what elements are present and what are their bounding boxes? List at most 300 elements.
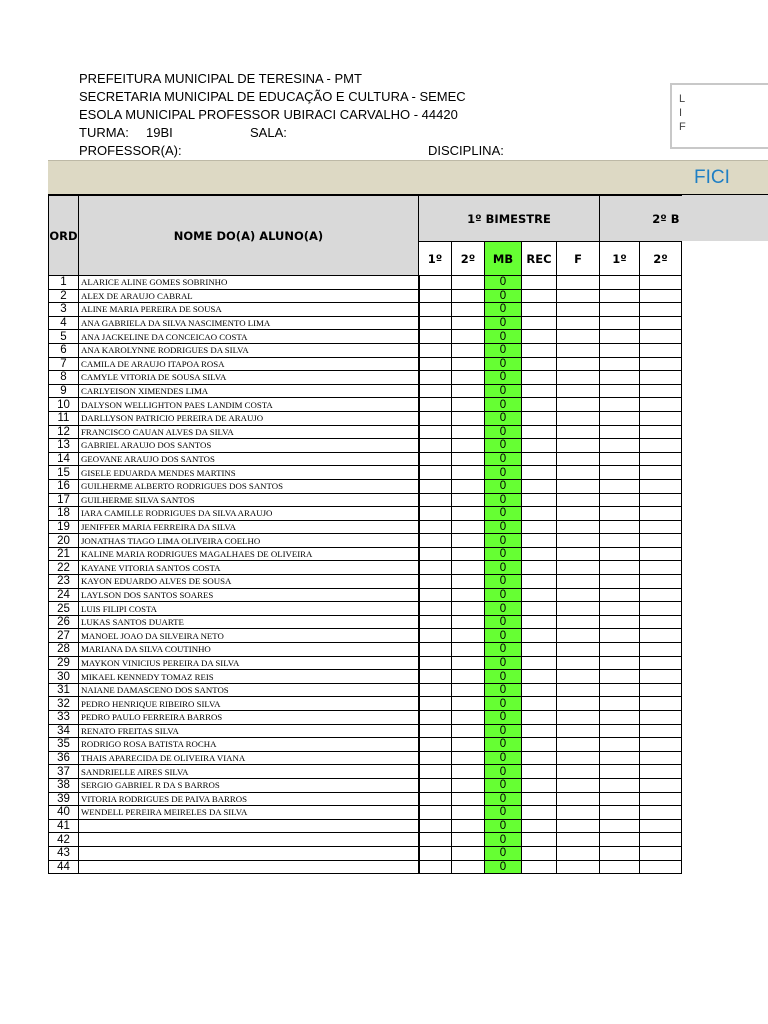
side-info-box	[670, 83, 768, 149]
b1-nota2-cell	[452, 466, 485, 480]
b1-nota2-cell	[452, 575, 485, 589]
b1-nota2-cell	[452, 398, 485, 412]
b2-nota2-cell	[640, 697, 682, 711]
table-row	[49, 276, 682, 290]
row-number: 38	[49, 778, 79, 792]
b2-nota2-cell	[640, 819, 682, 833]
student-name-cell: CAMILA DE ARAUJO ITAPOA ROSA	[79, 357, 419, 371]
student-name-cell	[79, 860, 419, 874]
student-name-cell: ALEX DE ARAUJO CABRAL	[79, 289, 419, 303]
table-row	[49, 683, 682, 697]
student-name-cell: VITORIA RODRIGUES DE PAIVA BARROS	[79, 792, 419, 806]
b1-mb-cell: 0	[485, 520, 522, 534]
student-name-cell: ANA KAROLYNNE RODRIGUES DA SILVA	[79, 343, 419, 357]
b2-nota2-cell	[640, 778, 682, 792]
b1-mb-cell: 0	[485, 398, 522, 412]
b1-nota2-cell	[452, 534, 485, 548]
b1-nota1-cell	[419, 384, 452, 398]
b1-rec-cell	[522, 343, 557, 357]
b1-mb-cell: 0	[485, 738, 522, 752]
b1-rec-cell	[522, 670, 557, 684]
b1-nota1-cell	[419, 547, 452, 561]
b2-nota1-cell	[600, 561, 640, 575]
b2-nota2-cell	[640, 765, 682, 779]
b2-nota2-cell	[640, 452, 682, 466]
b1-nota1-cell	[419, 343, 452, 357]
table-row	[49, 316, 682, 330]
b1-nota2-cell	[452, 765, 485, 779]
row-number: 20	[49, 534, 79, 548]
b2-nota2-cell	[640, 656, 682, 670]
b1-rec-cell	[522, 575, 557, 589]
sheet-title: FICI	[694, 167, 730, 188]
row-number: 13	[49, 439, 79, 453]
b1-rec-cell	[522, 520, 557, 534]
b2-nota1-cell	[600, 507, 640, 521]
row-number: 44	[49, 860, 79, 874]
b2-nota2-cell	[640, 520, 682, 534]
b1-rec-cell	[522, 411, 557, 425]
b2-nota2-cell	[640, 806, 682, 820]
b1-faltas-cell	[557, 575, 600, 589]
b1-faltas-cell	[557, 479, 600, 493]
b1-rec-cell	[522, 534, 557, 548]
student-name-cell: FRANCISCO CAUAN ALVES DA SILVA	[79, 425, 419, 439]
row-number: 6	[49, 343, 79, 357]
student-name-cell: KAYANE VITORIA SANTOS COSTA	[79, 561, 419, 575]
student-name-cell: ALARICE ALINE GOMES SOBRINHO	[79, 276, 419, 290]
b1-nota2-cell	[452, 276, 485, 290]
row-number: 41	[49, 819, 79, 833]
side-box-letter: L	[679, 93, 686, 105]
student-name-cell: GEOVANE ARAUJO DOS SANTOS	[79, 452, 419, 466]
b1-faltas-cell	[557, 615, 600, 629]
b1-mb-cell: 0	[485, 846, 522, 860]
b2-nota1-cell	[600, 466, 640, 480]
b1-nota2-cell	[452, 778, 485, 792]
b2-nota1-cell	[600, 819, 640, 833]
b1-rec-cell	[522, 683, 557, 697]
b1-nota2-cell	[452, 357, 485, 371]
professor-disciplina-line	[79, 142, 639, 160]
prefeitura-line: PREFEITURA MUNICIPAL DE TERESINA - PMT	[79, 71, 362, 86]
row-number: 39	[49, 792, 79, 806]
b1-faltas-cell	[557, 316, 600, 330]
student-name-cell: KALINE MARIA RODRIGUES MAGALHAES DE OLIVEIRA	[79, 547, 419, 561]
table-row	[49, 765, 682, 779]
row-number: 29	[49, 656, 79, 670]
b1-mb-cell: 0	[485, 343, 522, 357]
table-row	[49, 792, 682, 806]
row-number: 25	[49, 602, 79, 616]
name-header: NOME DO(A) ALUNO(A)	[79, 196, 419, 276]
b1-faltas-cell	[557, 860, 600, 874]
b1-nota1-cell	[419, 792, 452, 806]
row-number: 43	[49, 846, 79, 860]
student-name-cell: DALYSON WELLIGHTON PAES LANDIM COSTA	[79, 398, 419, 412]
student-name-cell: KAYON EDUARDO ALVES DE SOUSA	[79, 575, 419, 589]
b1-rec-cell	[522, 425, 557, 439]
b1-nota2-cell	[452, 656, 485, 670]
row-number: 40	[49, 806, 79, 820]
b2-nota2-cell	[640, 575, 682, 589]
row-number: 23	[49, 575, 79, 589]
student-name-cell: ANA GABRIELA DA SILVA NASCIMENTO LIMA	[79, 316, 419, 330]
b1-faltas-cell	[557, 643, 600, 657]
b1-nota1-cell	[419, 806, 452, 820]
b1-faltas-cell	[557, 670, 600, 684]
b1-rec-cell	[522, 846, 557, 860]
b1-nota1-cell	[419, 629, 452, 643]
b1-nota1-cell	[419, 425, 452, 439]
b1-nota2-cell	[452, 629, 485, 643]
row-number: 37	[49, 765, 79, 779]
b1-mb-cell: 0	[485, 479, 522, 493]
b1-faltas-cell	[557, 792, 600, 806]
student-name-cell: CAMYLE VITORIA DE SOUSA SILVA	[79, 371, 419, 385]
b2-nota2-cell	[640, 425, 682, 439]
b1-nota1-cell	[419, 371, 452, 385]
row-number: 22	[49, 561, 79, 575]
b1-nota1-cell	[419, 833, 452, 847]
b1-rec-cell	[522, 466, 557, 480]
table-row	[49, 819, 682, 833]
b1-nota1-cell	[419, 656, 452, 670]
b2-nota1-cell	[600, 479, 640, 493]
student-name-cell: SANDRIELLE AIRES SILVA	[79, 765, 419, 779]
b2-nota1-cell	[600, 425, 640, 439]
student-name-cell: JONATHAS TIAGO LIMA OLIVEIRA COELHO	[79, 534, 419, 548]
row-number: 15	[49, 466, 79, 480]
b1-mb-cell: 0	[485, 615, 522, 629]
b1-rec-cell	[522, 615, 557, 629]
row-number: 33	[49, 711, 79, 725]
b1-nota2-cell	[452, 384, 485, 398]
row-number: 3	[49, 303, 79, 317]
b1-faltas-cell	[557, 833, 600, 847]
table-row	[49, 493, 682, 507]
student-name-cell: RENATO FREITAS SILVA	[79, 724, 419, 738]
b2-nota1-cell	[600, 860, 640, 874]
b2-nota1-cell	[600, 778, 640, 792]
b2-nota1-cell	[600, 371, 640, 385]
b1-nota2-cell	[452, 289, 485, 303]
b1-faltas-cell	[557, 343, 600, 357]
b1-nota2-cell	[452, 547, 485, 561]
student-name-cell: MAYKON VINICIUS PEREIRA DA SILVA	[79, 656, 419, 670]
b1-rec-cell	[522, 819, 557, 833]
b1-nota2-cell	[452, 738, 485, 752]
b1-nota2-cell	[452, 683, 485, 697]
b1-nota1-cell	[419, 575, 452, 589]
b2-nota1-cell	[600, 384, 640, 398]
b1-faltas-cell	[557, 656, 600, 670]
table-row	[49, 738, 682, 752]
b2-nota2-cell	[640, 792, 682, 806]
b1-mb-cell: 0	[485, 452, 522, 466]
b1-mb-cell: 0	[485, 643, 522, 657]
table-row	[49, 615, 682, 629]
b1-mb-cell: 0	[485, 656, 522, 670]
table-row	[49, 575, 682, 589]
b1-nota1-cell	[419, 479, 452, 493]
b1-mb-cell: 0	[485, 711, 522, 725]
table-row	[49, 751, 682, 765]
table-row	[49, 561, 682, 575]
b1-faltas-cell	[557, 846, 600, 860]
b1-nota1-cell	[419, 316, 452, 330]
b1-mb-cell: 0	[485, 439, 522, 453]
b1-rec-cell	[522, 276, 557, 290]
b2-nota2-cell	[640, 588, 682, 602]
b1-faltas-cell	[557, 806, 600, 820]
b2-nota2-cell	[640, 439, 682, 453]
b1-nota2-cell	[452, 833, 485, 847]
table-row	[49, 656, 682, 670]
table-row	[49, 507, 682, 521]
b2-nota2-cell	[640, 547, 682, 561]
b1-faltas-cell	[557, 738, 600, 752]
b1-mb-header: MB	[485, 242, 522, 276]
b1-mb-cell: 0	[485, 357, 522, 371]
b2-nota2-cell	[640, 860, 682, 874]
row-number: 21	[49, 547, 79, 561]
b2-nota2-cell	[640, 411, 682, 425]
b1-mb-cell: 0	[485, 289, 522, 303]
b1-nota2-cell	[452, 425, 485, 439]
b1-rec-cell	[522, 452, 557, 466]
b1-rec-cell	[522, 507, 557, 521]
row-number: 7	[49, 357, 79, 371]
b2-nota1-cell	[600, 316, 640, 330]
b1-faltas-cell	[557, 765, 600, 779]
school-header	[79, 70, 639, 160]
row-number: 14	[49, 452, 79, 466]
table-row	[49, 629, 682, 643]
row-number: 24	[49, 588, 79, 602]
row-number: 5	[49, 330, 79, 344]
b1-faltas-cell	[557, 683, 600, 697]
b2-nota1-cell	[600, 670, 640, 684]
b1-rec-cell	[522, 697, 557, 711]
b2-nota2-cell	[640, 724, 682, 738]
b2-nota1-cell	[600, 643, 640, 657]
b1-rec-cell	[522, 751, 557, 765]
b1-mb-cell: 0	[485, 316, 522, 330]
b1-nota1-cell	[419, 724, 452, 738]
b2-nota2-cell	[640, 738, 682, 752]
escola-line: ESOLA MUNICIPAL PROFESSOR UBIRACI CARVALHO - 44420	[79, 107, 458, 122]
table-row	[49, 330, 682, 344]
b2-nota1-cell	[600, 751, 640, 765]
b1-nota2-cell	[452, 806, 485, 820]
row-number: 30	[49, 670, 79, 684]
b2-nota1-cell	[600, 602, 640, 616]
b2-nota1-cell	[600, 357, 640, 371]
student-name-cell: DARLLYSON PATRICIO PEREIRA DE ARAUJO	[79, 411, 419, 425]
turma-value: 19BI	[146, 125, 173, 140]
row-number: 27	[49, 629, 79, 643]
b1-nota1-cell	[419, 738, 452, 752]
b1-nota2-cell	[452, 819, 485, 833]
row-number: 17	[49, 493, 79, 507]
b2-nota2-cell	[640, 602, 682, 616]
b2-nota1-cell	[600, 792, 640, 806]
b1-nota1-cell	[419, 819, 452, 833]
b1-mb-cell: 0	[485, 276, 522, 290]
b1-nota2-cell	[452, 711, 485, 725]
b1-nota2-cell	[452, 643, 485, 657]
b2-nota2-cell	[640, 466, 682, 480]
student-name-cell: ANA JACKELINE DA CONCEICAO COSTA	[79, 330, 419, 344]
b1-nota1-cell	[419, 357, 452, 371]
b1-faltas-cell	[557, 561, 600, 575]
table-row	[49, 371, 682, 385]
b1-faltas-cell	[557, 411, 600, 425]
row-number: 16	[49, 479, 79, 493]
b2-nota1-cell	[600, 765, 640, 779]
table-row	[49, 411, 682, 425]
b1-rec-cell	[522, 806, 557, 820]
student-name-cell: NAIANE DAMASCENO DOS SANTOS	[79, 683, 419, 697]
b1-nota1-cell	[419, 602, 452, 616]
b2-nota2-cell	[640, 384, 682, 398]
table-row	[49, 343, 682, 357]
b2-nota1-cell	[600, 656, 640, 670]
b1-faltas-cell	[557, 697, 600, 711]
b1-rec-cell	[522, 724, 557, 738]
table-row	[49, 534, 682, 548]
b1-nota2-cell	[452, 493, 485, 507]
student-name-cell: MIKAEL KENNEDY TOMAZ REIS	[79, 670, 419, 684]
b1-mb-cell: 0	[485, 683, 522, 697]
side-box-letter: I	[679, 107, 683, 119]
b1-mb-cell: 0	[485, 670, 522, 684]
b2-nota1-cell	[600, 547, 640, 561]
table-row	[49, 398, 682, 412]
row-number: 18	[49, 507, 79, 521]
b1-faltas-cell	[557, 452, 600, 466]
b1-mb-cell: 0	[485, 860, 522, 874]
b1-faltas-cell	[557, 711, 600, 725]
b1-mb-cell: 0	[485, 724, 522, 738]
b1-rec-cell	[522, 384, 557, 398]
row-number: 1	[49, 276, 79, 290]
b1-faltas-cell	[557, 371, 600, 385]
b1-faltas-cell	[557, 507, 600, 521]
student-name-cell: IARA CAMILLE RODRIGUES DA SILVA ARAUJO	[79, 507, 419, 521]
b1-nota2-cell	[452, 615, 485, 629]
table-row	[49, 643, 682, 657]
b1-rec-cell	[522, 711, 557, 725]
b2-nota1-cell	[600, 738, 640, 752]
table-row	[49, 357, 682, 371]
b2-nota2-cell	[640, 330, 682, 344]
disciplina-label: DISCIPLINA:	[428, 143, 504, 158]
b1-faltas-header: F	[557, 242, 600, 276]
table-row	[49, 452, 682, 466]
b1-nota2-cell	[452, 670, 485, 684]
b2-nota2-cell	[640, 371, 682, 385]
table-row	[49, 303, 682, 317]
table-row	[49, 778, 682, 792]
b2-nota2-cell	[640, 303, 682, 317]
row-number: 34	[49, 724, 79, 738]
b1-mb-cell: 0	[485, 466, 522, 480]
b1-faltas-cell	[557, 384, 600, 398]
b1-mb-cell: 0	[485, 833, 522, 847]
b1-mb-cell: 0	[485, 425, 522, 439]
b1-rec-cell	[522, 656, 557, 670]
student-name-cell: PEDRO PAULO FERREIRA BARROS	[79, 711, 419, 725]
b1-mb-cell: 0	[485, 697, 522, 711]
b1-nota2-header: 2º	[452, 242, 485, 276]
row-number: 32	[49, 697, 79, 711]
b2-nota1-cell	[600, 289, 640, 303]
b2-nota2-cell	[640, 534, 682, 548]
b2-nota1-cell	[600, 629, 640, 643]
b1-faltas-cell	[557, 520, 600, 534]
b1-mb-cell: 0	[485, 371, 522, 385]
b2-nota2-cell	[640, 683, 682, 697]
b1-rec-cell	[522, 439, 557, 453]
b1-nota1-cell	[419, 643, 452, 657]
b1-rec-cell	[522, 316, 557, 330]
b1-rec-cell	[522, 289, 557, 303]
b2-nota2-cell	[640, 833, 682, 847]
b2-nota1-cell	[600, 276, 640, 290]
grades-table	[48, 195, 682, 874]
b1-mb-cell: 0	[485, 806, 522, 820]
b1-faltas-cell	[557, 534, 600, 548]
b1-nota2-cell	[452, 751, 485, 765]
b2-nota1-cell	[600, 398, 640, 412]
b1-mb-cell: 0	[485, 303, 522, 317]
row-number: 11	[49, 411, 79, 425]
ord-header: ORD	[49, 196, 79, 276]
b2-nota1-cell	[600, 439, 640, 453]
b1-rec-cell	[522, 479, 557, 493]
student-name-cell: ALINE MARIA PEREIRA DE SOUSA	[79, 303, 419, 317]
table-row	[49, 289, 682, 303]
b1-mb-cell: 0	[485, 534, 522, 548]
b2-nota1-cell	[600, 520, 640, 534]
row-number: 9	[49, 384, 79, 398]
b1-faltas-cell	[557, 819, 600, 833]
b1-nota1-cell	[419, 303, 452, 317]
student-name-cell: RODRIGO ROSA BATISTA ROCHA	[79, 738, 419, 752]
table-row	[49, 697, 682, 711]
b2-nota1-cell	[600, 330, 640, 344]
table-row	[49, 520, 682, 534]
student-rows	[49, 276, 682, 874]
b2-nota1-header: 1º	[600, 242, 640, 276]
turma-label: TURMA:	[79, 125, 129, 140]
table-row	[49, 670, 682, 684]
b1-nota1-cell	[419, 670, 452, 684]
b1-rec-cell	[522, 738, 557, 752]
b2-nota2-cell	[640, 507, 682, 521]
b1-mb-cell: 0	[485, 561, 522, 575]
b1-rec-header: REC	[522, 242, 557, 276]
b2-nota2-cell	[640, 751, 682, 765]
b1-rec-cell	[522, 371, 557, 385]
b1-nota2-cell	[452, 411, 485, 425]
b1-nota1-cell	[419, 751, 452, 765]
b1-faltas-cell	[557, 357, 600, 371]
b1-faltas-cell	[557, 303, 600, 317]
b1-rec-cell	[522, 833, 557, 847]
